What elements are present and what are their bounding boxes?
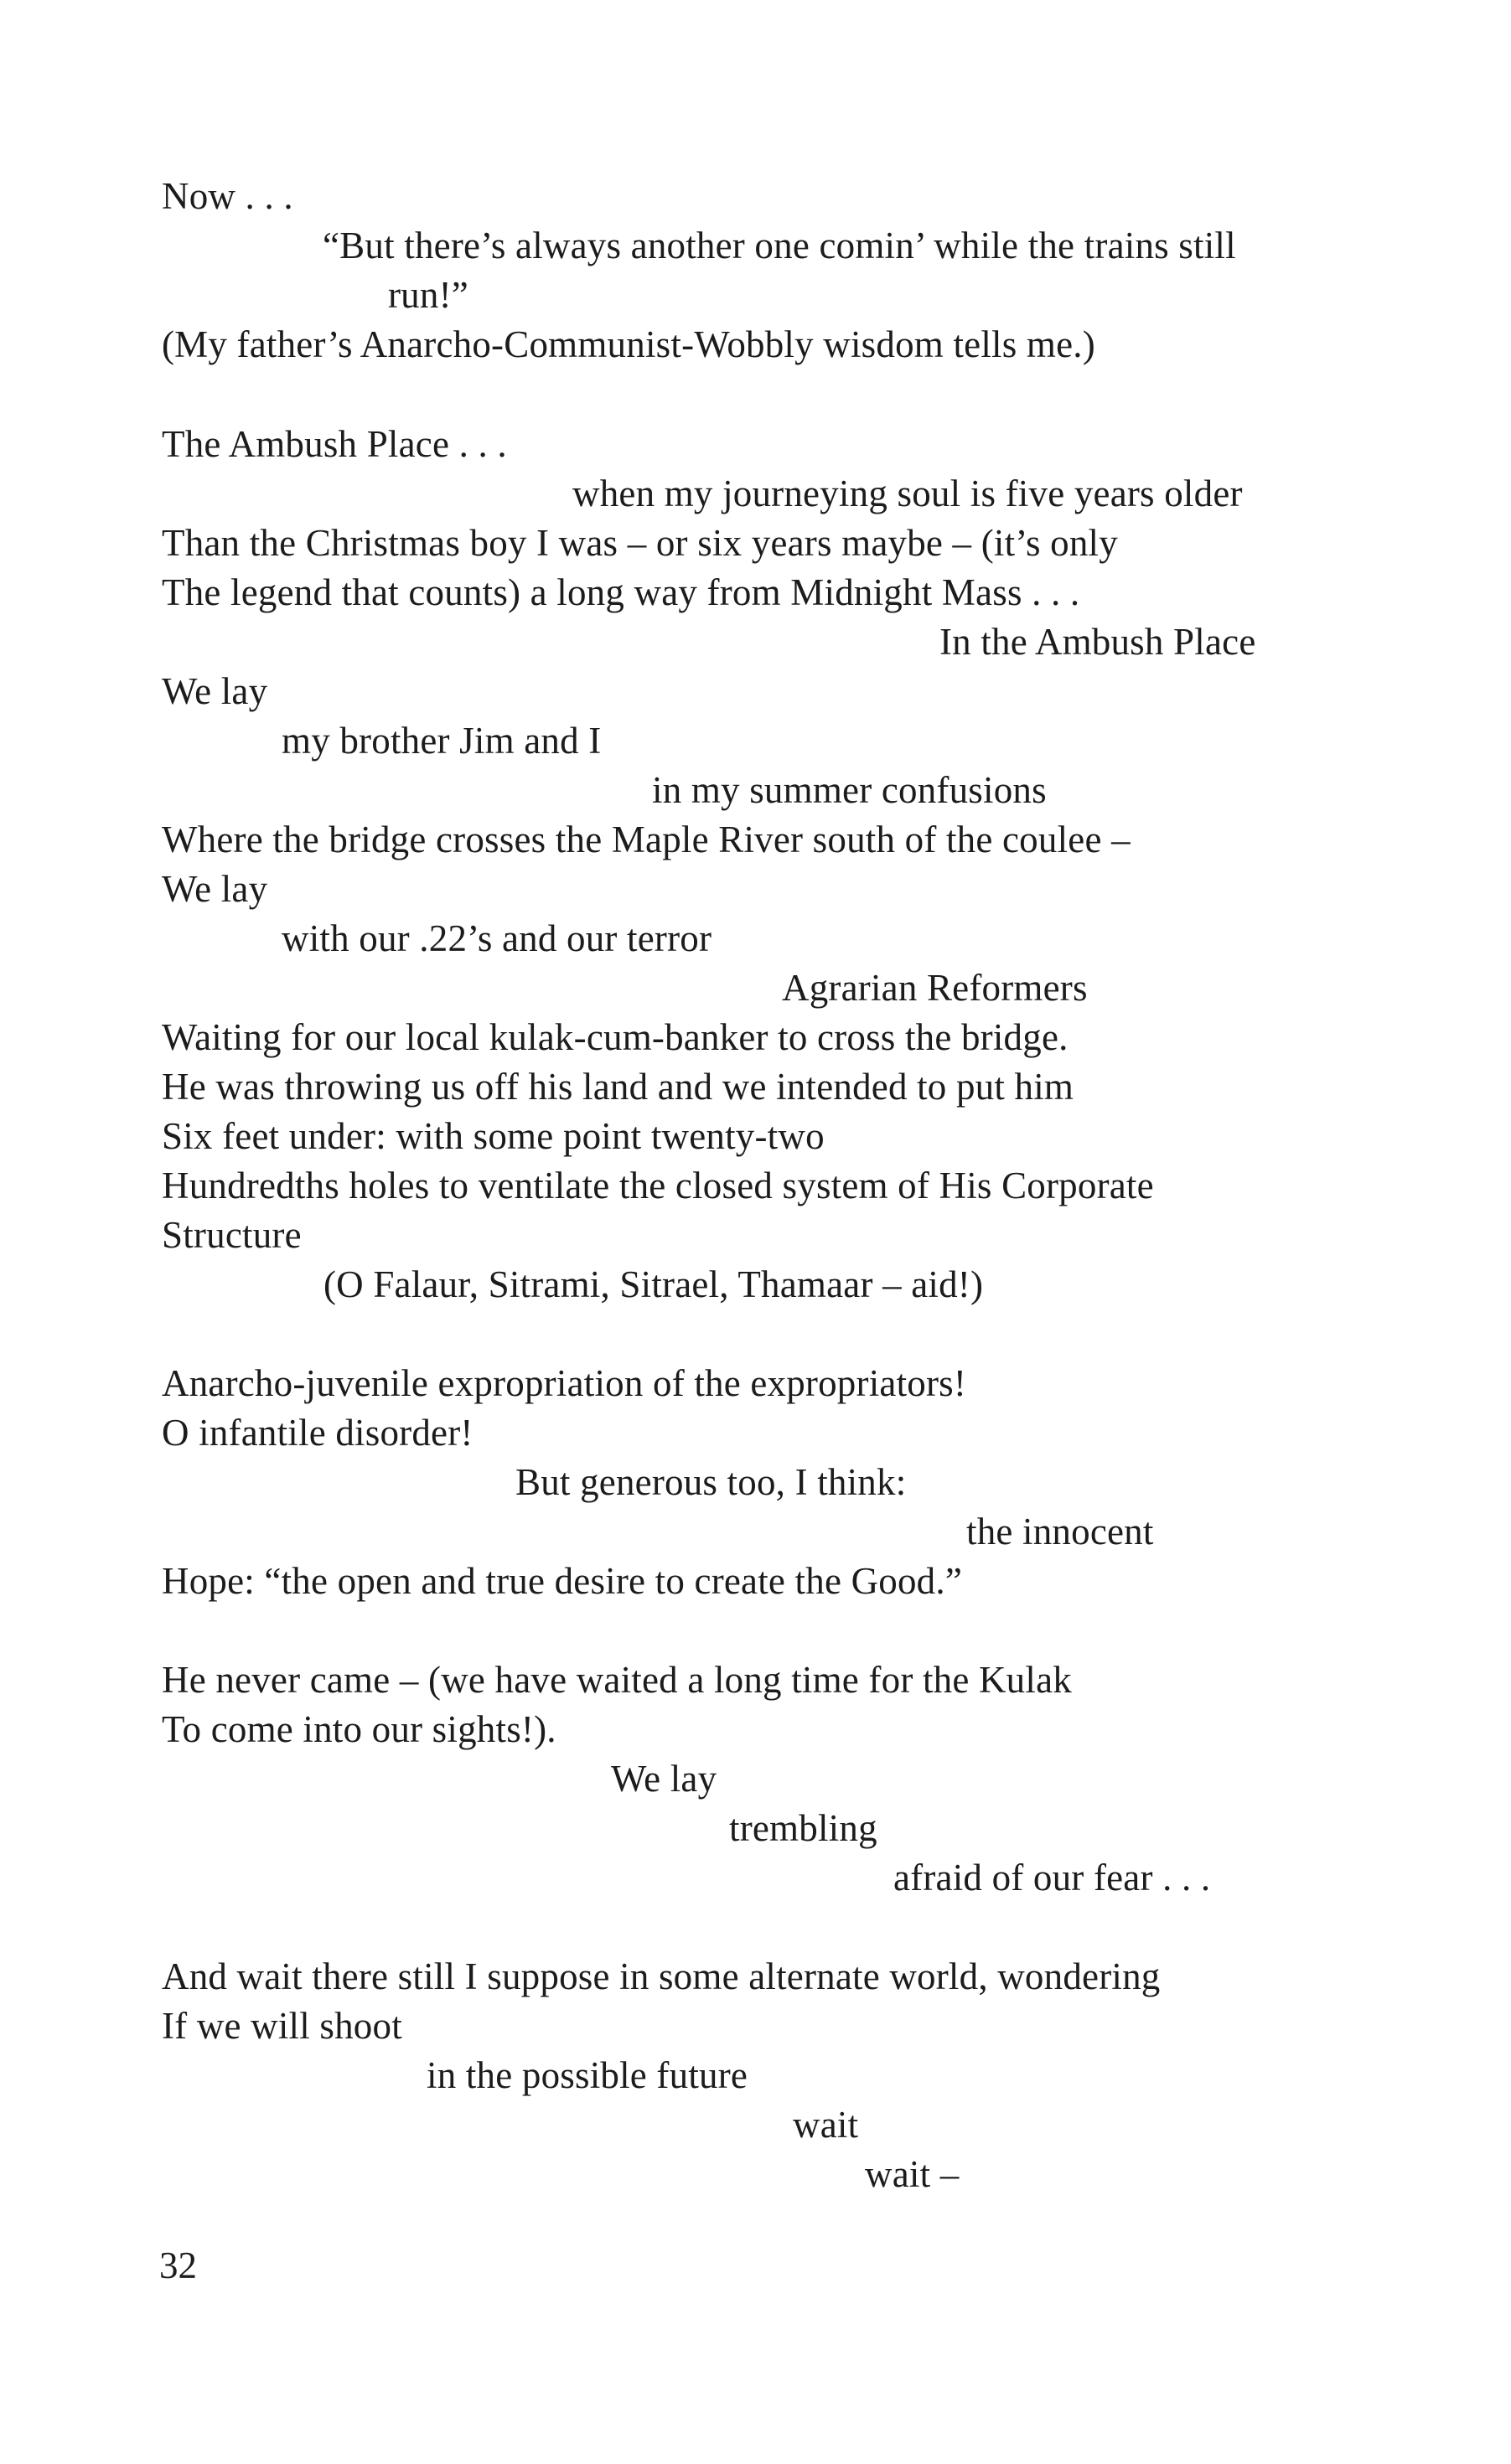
poem-line: Six feet under: with some point twenty-two [162, 1115, 825, 1157]
poem-line: Than the Christmas boy I was – or six years maybe – (it’s only [162, 522, 1118, 564]
poem-line: He was throwing us off his land and we intended to put him [162, 1066, 1074, 1108]
poem-line: in the possible future [427, 2054, 748, 2096]
poem-line: We lay [162, 670, 268, 712]
poem-line: “But there’s always another one comin’ while the trains still [323, 225, 1236, 266]
poem-line: And wait there still I suppose in some alternate world, wondering [162, 1955, 1161, 1997]
poem-line: Anarcho-juvenile expropriation of the expropriators! [162, 1362, 967, 1404]
poem-line: In the Ambush Place [939, 621, 1256, 663]
poem-line: But generous too, I think: [515, 1461, 907, 1503]
poem-line: The legend that counts) a long way from Midnight Mass . . . [162, 571, 1080, 613]
poem-line: when my journeying soul is five years older [572, 473, 1243, 514]
poem-line: We lay [611, 1758, 717, 1800]
poem-line: (My father’s Anarcho-Communist-Wobbly wisdom tells me.) [162, 323, 1095, 365]
poem-line: wait [793, 2104, 859, 2146]
poem-line: Where the bridge crosses the Maple River south of the coulee – [162, 819, 1131, 860]
poem-line: trembling [729, 1807, 877, 1849]
poem-line: Now . . . [162, 175, 293, 217]
poem-line: Waiting for our local kulak-cum-banker to cross the bridge. [162, 1016, 1069, 1058]
poem-line: To come into our sights!). [162, 1708, 556, 1750]
poem-line: Agrarian Reformers [782, 967, 1088, 1009]
poem-line: wait – [865, 2153, 960, 2195]
poem-line: the innocent [966, 1511, 1154, 1552]
poem-line: He never came – (we have waited a long time for the Kulak [162, 1659, 1072, 1701]
poem-line: If we will shoot [162, 2005, 402, 2047]
poem-line: Structure [162, 1214, 302, 1256]
poem-line: O infantile disorder! [162, 1412, 473, 1454]
poem-line: (O Falaur, Sitrami, Sitrael, Thamaar – aid!) [323, 1263, 984, 1305]
poem-line: with our .22’s and our terror [282, 917, 712, 959]
poem-line: run!” [388, 274, 468, 316]
poem-line: Hundredths holes to ventilate the closed system of His Corporate [162, 1165, 1154, 1206]
poem-line: The Ambush Place . . . [162, 423, 507, 465]
poem-line: afraid of our fear . . . [893, 1857, 1211, 1898]
poem-line: my brother Jim and I [282, 720, 602, 762]
poem-line: in my summer confusions [652, 769, 1047, 811]
poem-line: Hope: “the open and true desire to create the Good.” [162, 1560, 963, 1602]
poem-line: We lay [162, 868, 268, 910]
page-number: 32 [159, 2244, 197, 2286]
